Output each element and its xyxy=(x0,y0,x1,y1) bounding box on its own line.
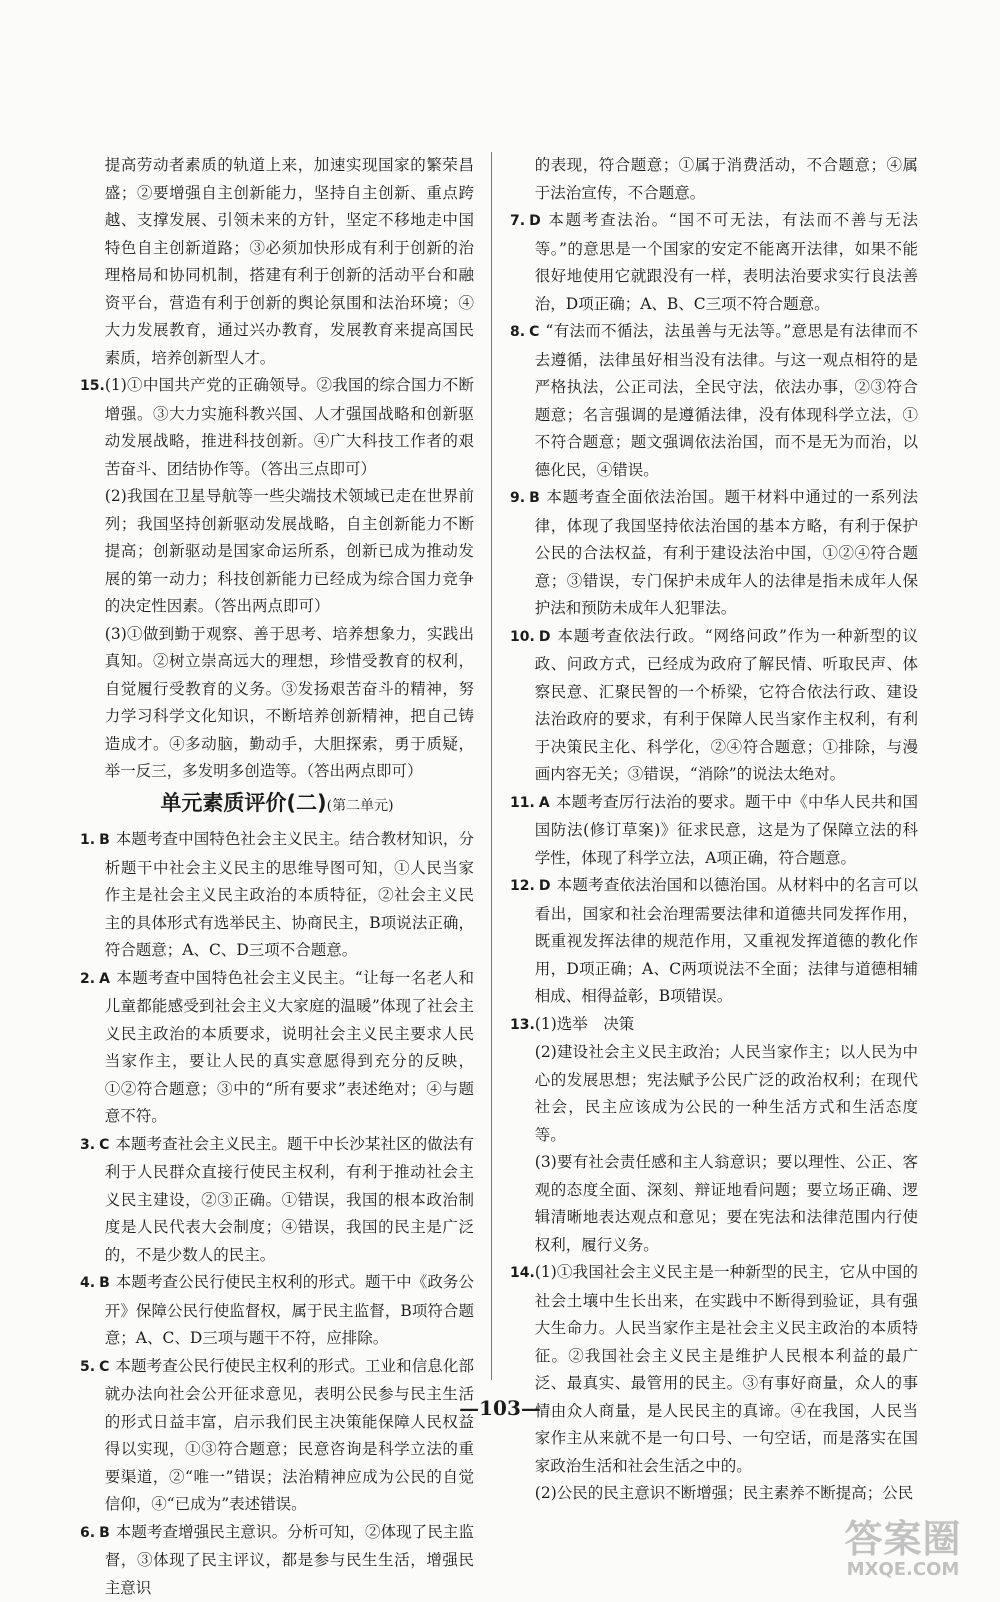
answer-text: (1)①我国社会主义民主是一种新型的民主，它从中国的社会土壤中生长出来，在实践中不断得到验证，具有强大生命力。人民当家作主是社会主义民主政治的本质特征。②我国社会主义民主是维护人民根本利益的最广泛、最真实、最管用的民主。③有事好商量，众人的事情由众人商量，是人民民主的真谛。④在我国，人民当家作主从来就不是一句口号、一句空话，而是落实在国家政治生活和社会生活之中的。 xyxy=(535,1263,918,1475)
left-column xyxy=(80,152,474,1602)
watermark xyxy=(828,1508,978,1580)
answer-text: 本题考查厉行法治的要求。题干中《中华人民共和国国防法(修订草案)》征求民意，这是为了保障立法的科学性，体现了科学立法，A项正确，符合题意。 xyxy=(535,793,918,867)
watermark-logo: 答案圈 xyxy=(828,1508,978,1563)
question-number: 11. xyxy=(510,795,535,811)
question-13 xyxy=(510,1011,918,1260)
answer-text: 本题考查法治。“国不可无法，有法而不善与无法等。”的意思是一个国家的安定不能离开法律，如果不能很好地使用它就跟没有一样，表明法治要求实行良法善治，D项正确；A、B、C三项不符合题意。 xyxy=(535,211,918,313)
question-number: 12. xyxy=(510,878,535,894)
answer-list xyxy=(510,207,918,1011)
answer-text: 本题考查公民行使民主权利的形式。题干中《政务公开》保障公民行使监督权，属于民主监督，B项符合题意；A、C、D三项与题干不符，应排除。 xyxy=(105,1273,474,1347)
question-number: 6. xyxy=(80,1525,95,1541)
answer-text: (1)选举 决策 xyxy=(535,1015,634,1033)
answer-item xyxy=(80,965,474,1131)
question-number: 13. xyxy=(510,1017,535,1033)
question-number: 4. xyxy=(80,1275,95,1291)
answer-text: 本题考查中国特色社会主义民主。“让每一名老人和儿童都能感受到社会主义大家庭的温暖”体现了社会主义民主政治的本质要求，说明社会主义民主要求人民当家作主，要让人民的真实意愿得到充分的反映，①②符合题意；③中的“所有要求”表述绝对；④与题意不符。 xyxy=(105,969,474,1126)
answer-item xyxy=(80,826,474,965)
answer-item xyxy=(510,484,918,623)
question-number: 14. xyxy=(510,1265,535,1281)
question-number: 10. xyxy=(510,629,535,645)
answer-key: D xyxy=(539,878,551,894)
page-number: —103— xyxy=(0,1396,1000,1420)
answer-text: 本题考查增强民主意识。分析可知，②体现了民主监督，③体现了民主评议，都是参与民生生活，增强民主意识 xyxy=(105,1523,474,1597)
answer-text: (3)①做到勤于观察、善于思考、培养想象力，实践出真知。②树立崇高远大的理想，珍惜受教育的权利，自觉履行受教育的义务。③发扬艰苦奋斗的精神，努力学习科学文化知识，不断培养创新精神，把自己铸造成才。④多动脑，勤动手，大胆探索，勇于质疑，举一反三，多发明多创造等。（答出两点即可） xyxy=(80,621,474,786)
answer-text: “有法而不循法，法虽善与无法等。”意思是有法律而不去遵循，法律虽好相当没有法律。与这一观点相符的是严格执法，公正司法，全民守法，依法办事，②③符合题意；名言强调的是遵循法律，没有体现科学立法，①不符合题意；题文强调依法治国，而不是无为而治，以德化民，④错误。 xyxy=(535,322,918,479)
continued-paragraph: 提高劳动者素质的轨道上来，加速实现国家的繁荣昌盛；②要增强自主创新能力，坚持自主创新、重点跨越、支撑发展、引领未来的方针，坚定不移地走中国特色自主创新道路；③必须加快形成有利于创新的治理格局和协同机制，搭建有利于创新的活动平台和融资平台，营造有利于创新的舆论氛围和法治环境；④大力发展教育，通过兴办教育，发展教育来提高国民素质，培养创新型人才。 xyxy=(80,152,474,372)
answer-text: 本题考查依法行政。“网络问政”作为一种新型的议政、问政方式，已经成为政府了解民情、听取民声、体察民意、汇聚民智的一个桥梁，它符合依法行政、建设法治政府的要求，有利于保障人民当家作主权利，有利于决策民主化、科学化，②④符合题意；①排除，与漫画内容无关；③错误，“消除”的说法太绝对。 xyxy=(535,627,918,784)
question-number: 9. xyxy=(510,490,525,506)
question-number: 1. xyxy=(80,832,95,848)
question-number: 2. xyxy=(80,971,95,987)
answer-item xyxy=(80,1269,474,1353)
answer-key: C xyxy=(99,1137,109,1153)
answer-text: (2)公民的民主意识不断增强；民主素养不断提高；公民 xyxy=(510,1480,918,1508)
column-divider xyxy=(491,152,492,1380)
answer-text: 本题考查全面依法治国。题干材料中通过的一系列法律，体现了我国坚持依法治国的基本方略，有利于保护公民的合法权益，有利于建设法治中国，①②④符合题意；③错误，专门保护未成年人的法律是指未成年人保护法和预防未成年人犯罪法。 xyxy=(535,488,918,617)
answer-text: (2)我国在卫星导航等一些尖端技术领域已走在世界前列；我国坚持创新驱动发展战略，自主创新能力不断提高；创新驱动是国家命运所系，创新已成为推动发展的第一动力；科技创新能力已经成为综合国力竞争的决定性因素。（答出两点即可） xyxy=(80,483,474,621)
answer-key: A xyxy=(99,971,110,987)
answer-item xyxy=(80,1519,474,1602)
answer-text: (3)要有社会责任感和主人翁意识；要以理性、公正、客观的态度全面、深刻、辩证地看问题；要立场正确、逻辑清晰地表达观点和意见；要在宪法和法律范围内行使权利，履行义务。 xyxy=(510,1149,918,1259)
question-number: 3. xyxy=(80,1137,95,1153)
answer-list xyxy=(80,826,474,1602)
question-number: 8. xyxy=(510,324,525,340)
answer-item xyxy=(510,623,918,789)
answer-key: B xyxy=(99,832,110,848)
answer-key: D xyxy=(539,629,551,645)
question-number: 7. xyxy=(510,213,525,229)
answer-item xyxy=(510,207,918,318)
answer-text: (1)①中国共产党的正确领导。②我国的综合国力不断增强。③大力实施科教兴国、人才强国战略和创新驱动发展战略，推进科技创新。④广大科技工作者的艰苦奋斗、团结协作等。（答出三点即可） xyxy=(105,376,474,478)
continued-paragraph: 的表现，符合题意；①属于消费活动，不合题意；④属于法治宣传，不合题意。 xyxy=(510,152,918,207)
answer-item xyxy=(80,1353,474,1519)
question-number: 5. xyxy=(80,1359,95,1375)
answer-item xyxy=(80,1131,474,1270)
answer-text: 本题考查公民行使民主权利的形式。工业和信息化部就办法向社会公开征求意见，表明公民参与民主生活的形式日益丰富，启示我们民主决策能保障人民权益得以实现，①③符合题意；民意咨询是科学立法的重要渠道，②“唯一”错误；法治精神应成为公民的自觉信仰，④“已成为”表述错误。 xyxy=(105,1357,474,1514)
answer-key: A xyxy=(539,795,550,811)
section-heading xyxy=(80,790,474,821)
answer-key: B xyxy=(99,1275,110,1291)
answer-text: 本题考查社会主义民主。题干中长沙某社区的做法有利于人民群众直接行使民主权利，有利于推动社会主义民主建设，②③正确。①错误，我国的根本政治制度是人民代表大会制度；④错误，我国的民主是广泛的，不是少数人的民主。 xyxy=(105,1135,474,1264)
section-title: 单元素质评价(二) xyxy=(160,791,326,815)
answer-text: 本题考查依法治国和以德治国。从材料中的名言可以看出，国家和社会治理需要法律和道德共同发挥作用，既重视发挥法律的规范作用，又重视发挥道德的教化作用，D项正确；A、C两项说法不全面；法律与道德相辅相成、相得益彰，B项错误。 xyxy=(535,876,918,1005)
answer-item xyxy=(510,318,918,484)
answer-key: C xyxy=(529,324,539,340)
answer-key: B xyxy=(529,490,540,506)
section-subtitle: (第二单元) xyxy=(327,798,394,814)
answer-key: C xyxy=(99,1359,109,1375)
answer-item xyxy=(510,872,918,1011)
answer-key: D xyxy=(529,213,541,229)
answer-item xyxy=(510,789,918,873)
question-15 xyxy=(80,372,474,786)
question-14 xyxy=(510,1259,918,1508)
question-number: 15. xyxy=(80,378,105,394)
answer-text: 本题考查中国特色社会主义民主。结合教材知识，分析题干中社会主义民主的思维导图可知，①人民当家作主是社会主义民主政治的本质特征，②社会主义民主的具体形式有选举民主、协商民主，B项说法正确，符合题意；A、C、D三项不合题意。 xyxy=(105,830,474,959)
answer-key: B xyxy=(99,1525,110,1541)
watermark-url: MXQE.COM xyxy=(828,1559,978,1580)
answer-text: (2)建设社会主义民主政治；人民当家作主；以人民为中心的发展思想；宪法赋予公民广泛的政治权利；在现代社会，民主应该成为公民的一种生活方式和生活态度等。 xyxy=(510,1039,918,1149)
right-column xyxy=(510,152,918,1508)
